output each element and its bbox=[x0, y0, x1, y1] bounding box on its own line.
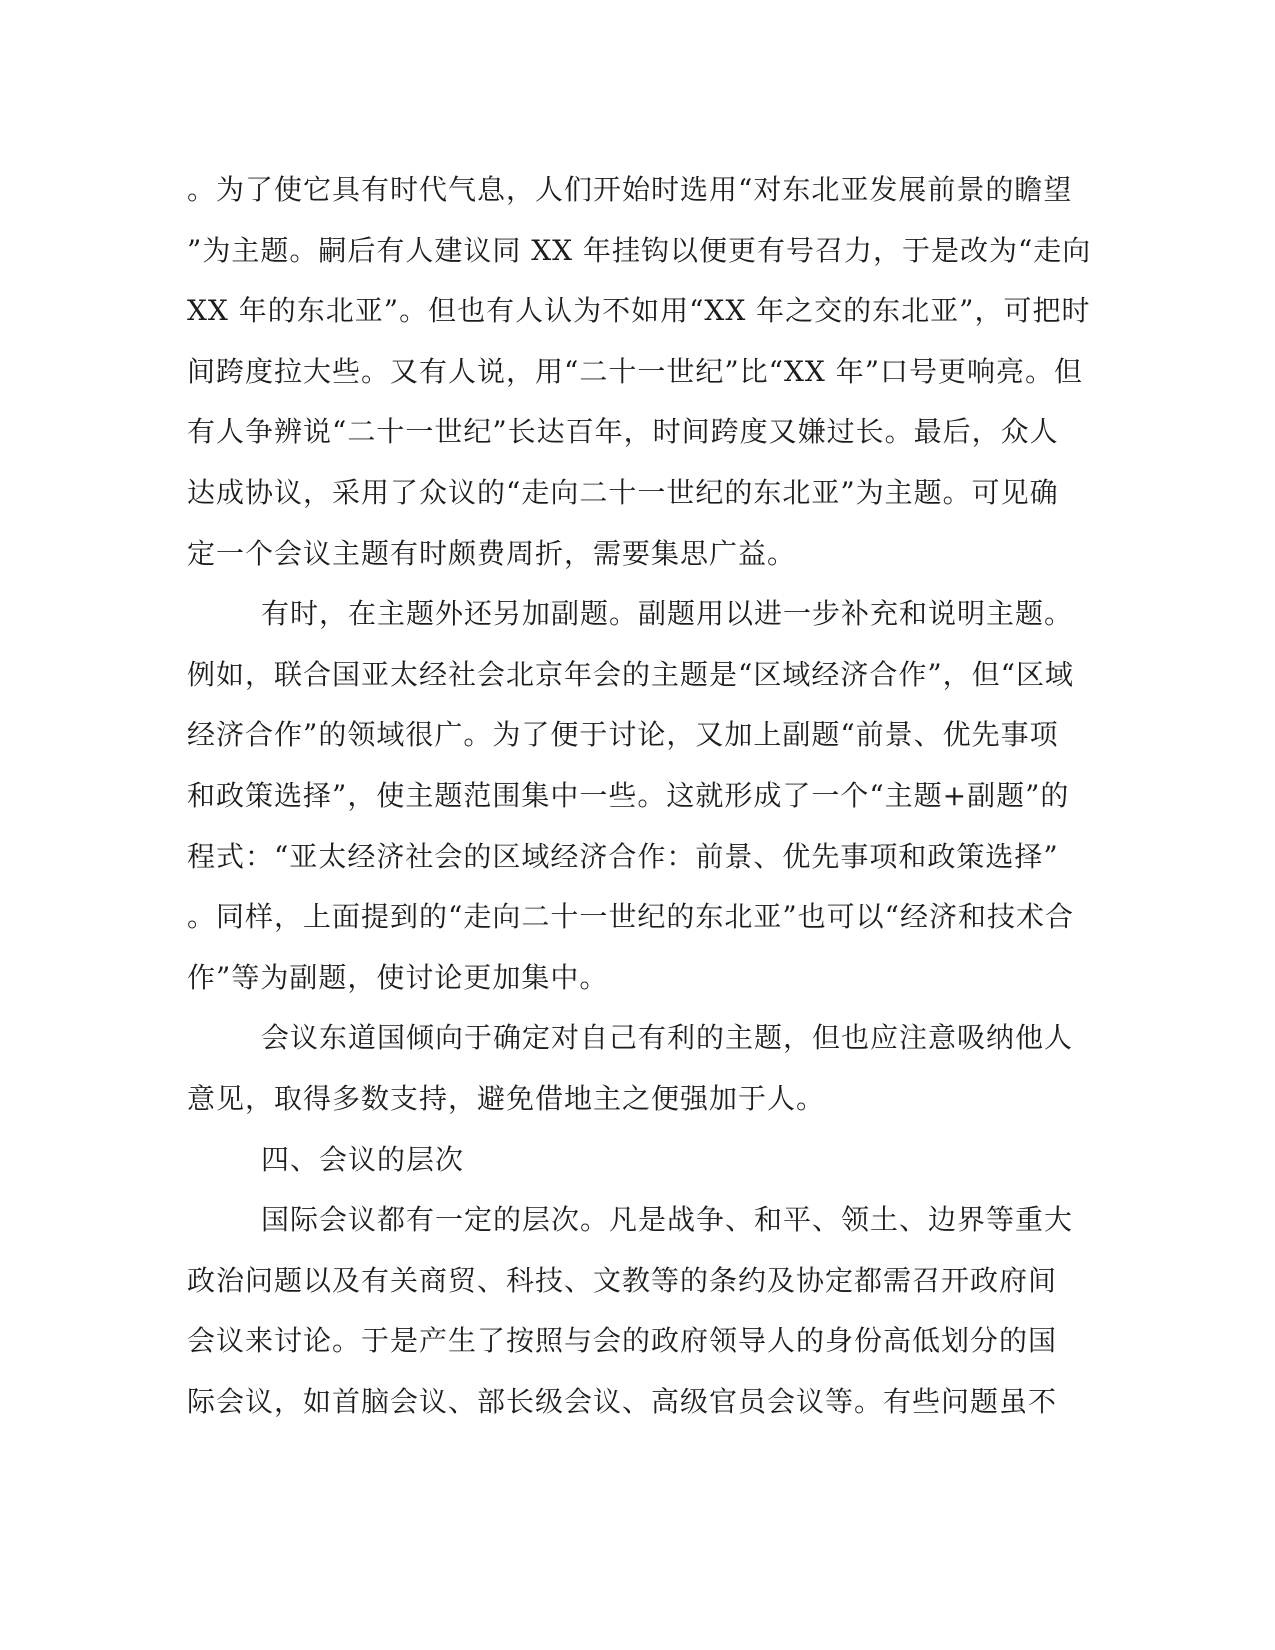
text-line: XX 年的东北亚”。但也有人认为不如用“XX 年之交的东北亚”，可把时 bbox=[187, 294, 1091, 328]
text-line: 例如，联合国亚太经社会北京年会的主题是“区域经济合作”，但“区域 bbox=[187, 657, 1074, 691]
paragraph-first-line: 会议东道国倾向于确定对自己有利的主题，但也应注意吸纳他人 bbox=[261, 1021, 1074, 1055]
text-line: 达成协议，采用了众议的“走向二十一世纪的东北亚”为主题。可见确 bbox=[187, 475, 1059, 509]
text-line: 。同样，上面提到的“走向二十一世纪的东北亚”也可以“经济和技术合 bbox=[187, 900, 1074, 934]
section-heading: 四、会议的层次 bbox=[261, 1142, 465, 1176]
text-line: ”为主题。嗣后有人建议同 XX 年挂钩以便更有号召力，于是改为“走向 bbox=[187, 233, 1092, 267]
text-line: 会议来讨论。于是产生了按照与会的政府领导人的身份高低划分的国 bbox=[187, 1324, 1058, 1358]
text-line: 程式：“亚太经济社会的区域经济合作：前景、优先事项和政策选择” bbox=[187, 839, 1059, 873]
text-line: 和政策选择”，使主题范围集中一些。这就形成了一个“主题+副题”的 bbox=[187, 778, 1070, 812]
text-line: 有人争辨说“二十一世纪”长达百年，时间跨度又嫌过长。最后，众人 bbox=[187, 415, 1059, 449]
text-line: 经济合作”的领域很广。为了便于讨论，又加上副题“前景、优先事项 bbox=[187, 718, 1059, 752]
text-line: 间跨度拉大些。又有人说，用“二十一世纪”比“XX 年”口号更响亮。但 bbox=[187, 354, 1084, 388]
text-line: 际会议，如首脑会议、部长级会议、高级官员会议等。有些问题虽不 bbox=[187, 1384, 1058, 1418]
text-line: 。为了使它具有时代气息，人们开始时选用“对东北亚发展前景的瞻望 bbox=[187, 173, 1073, 206]
body-text bbox=[187, 160, 1092, 1432]
text-line: 意见，取得多数支持，避免借地主之便强加于人。 bbox=[187, 1081, 826, 1115]
paragraph-first-line: 国际会议都有一定的层次。凡是战争、和平、领土、边界等重大 bbox=[261, 1203, 1074, 1237]
paragraph-first-line: 有时，在主题外还另加副题。副题用以进一步补充和说明主题。 bbox=[261, 597, 1074, 631]
text-line: 作”等为副题，使讨论更加集中。 bbox=[187, 960, 609, 994]
text-line: 政治问题以及有关商贸、科技、文教等的条约及协定都需召开政府间 bbox=[187, 1263, 1058, 1297]
text-line: 定一个会议主题有时颇费周折，需要集思广益。 bbox=[187, 536, 797, 570]
